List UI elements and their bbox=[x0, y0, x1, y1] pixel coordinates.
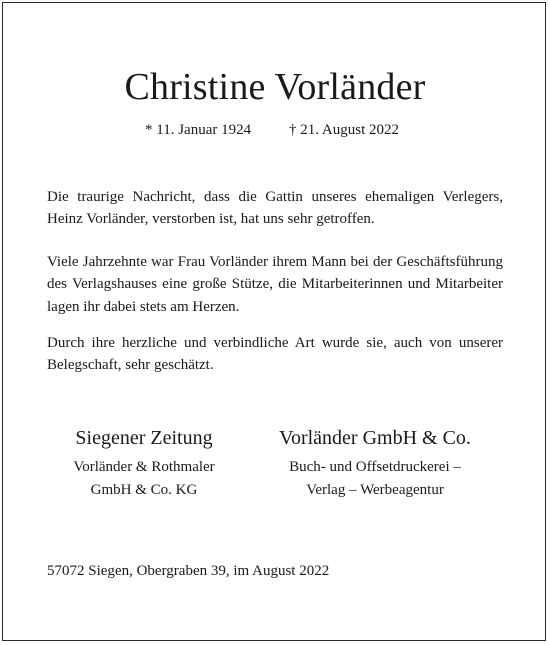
birth-date: * 11. Januar 1924 bbox=[145, 122, 252, 138]
signature-subline: Vorländer & Rothmaler bbox=[73, 459, 215, 475]
signature-company-name: Siegener Zeitung bbox=[75, 427, 213, 449]
paragraph-appreciation: Durch ihre herzliche und verbindliche Art wurde sie, auch von unserer Belegschaft, sehr geschätzt. bbox=[47, 335, 503, 374]
paragraph-announcement: Die traurige Nachricht, dass die Gattin unseres ehemaligen Verlegers, Heinz Vorländer, verstorben ist, hat uns sehr getroffen. bbox=[47, 189, 503, 228]
signature-siegener-zeitung bbox=[44, 425, 244, 502]
signature-company-name: Vorländer GmbH & Co. bbox=[279, 427, 471, 449]
deceased-name: Christine Vorländer bbox=[124, 66, 426, 108]
place-and-date: 57072 Siegen, Obergraben 39, im August 2022 bbox=[47, 563, 330, 579]
signature-subline: GmbH & Co. KG bbox=[90, 482, 198, 498]
signature-subline: Buch- und Offsetdruckerei – bbox=[289, 459, 461, 475]
signature-vorlaender-gmbh bbox=[250, 425, 500, 502]
death-date: † 21. August 2022 bbox=[289, 122, 400, 138]
signature-subline: Verlag – Werbeagentur bbox=[306, 482, 444, 498]
paragraph-tribute: Viele Jahrzehnte war Frau Vorländer ihrem Mann bei der Geschäftsführung des Verlagshauses eine große Stütze, die Mitarbeiterinnen und Mitarbeiter lagen ihr dabei stets am Herzen. bbox=[47, 254, 503, 315]
